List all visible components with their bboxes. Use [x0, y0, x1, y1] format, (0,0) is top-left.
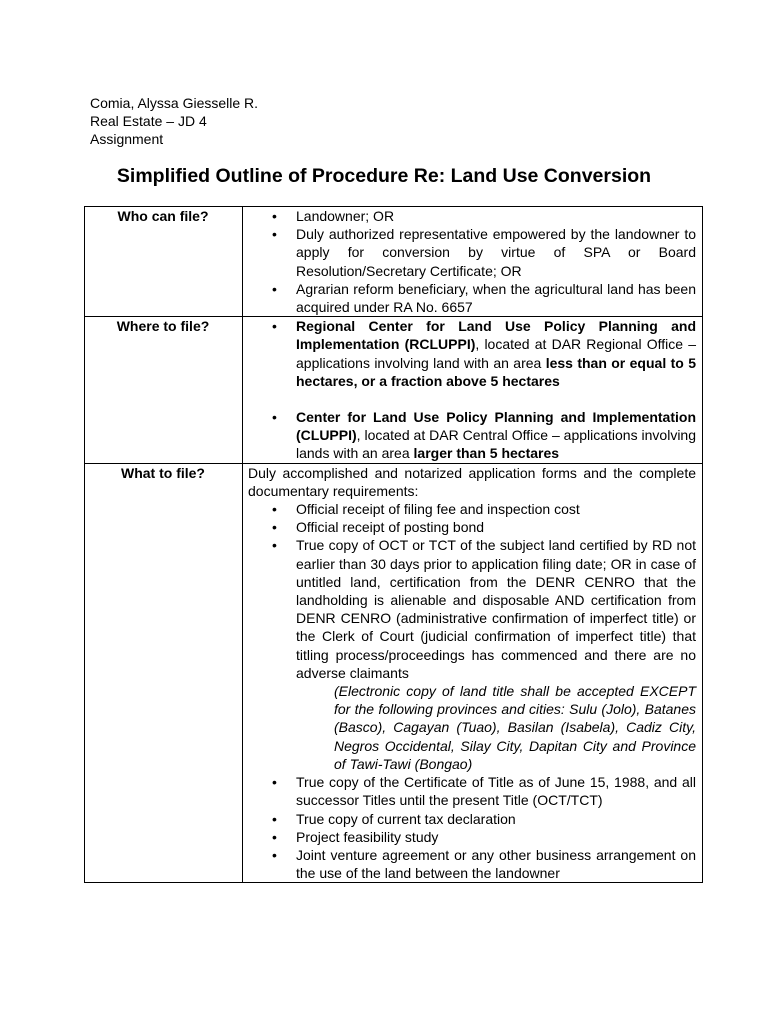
what-intro: Duly accomplished and notarized application forms and the complete documentary requirements:: [248, 464, 696, 499]
table-row-what: [85, 463, 703, 883]
title-requirement-text: True copy of OCT or TCT of the subject land certified by RD not earlier than 30 days prior to application filing date; OR in case of untitled land, certification from the DENR CENRO that the landholding is alienable and disposable AND certification from DENR CENRO (administrative confirmation of imperfect title) or the Clerk of Court (judicial confirmation of imperfect title) that titling process/proceedings has commenced and there are no adverse claimants: [296, 537, 696, 681]
row-label-where: Where to file?: [85, 317, 243, 463]
procedure-outline-table: [84, 206, 703, 883]
list-item: • Project feasibility study: [296, 828, 696, 846]
list-item: [296, 317, 696, 390]
where-list-2: [248, 408, 696, 463]
list-item: • Duly authorized representative empowered by the landowner to apply for conversion by virtue of SPA or Board Resolution/Secretary Certificate; OR: [296, 225, 696, 280]
cluppi-text: , located at DAR Central Office – applications involving lands with an area: [296, 427, 696, 462]
document-header: [90, 94, 258, 148]
row-content-what: [243, 463, 703, 883]
table-row-who: [85, 207, 703, 317]
list-item: • Landowner; OR: [296, 207, 696, 225]
spacer: [248, 390, 696, 408]
list-item: • Agrarian reform beneficiary, when the agricultural land has been acquired under RA No. 6657: [296, 280, 696, 316]
row-content-where: [243, 317, 703, 463]
list-item: [296, 408, 696, 463]
course-name: Real Estate – JD 4: [90, 113, 207, 129]
row-content-who: [243, 207, 703, 317]
author-name: Comia, Alyssa Giesselle R.: [90, 95, 259, 111]
table-row-where: [85, 317, 703, 463]
cluppi-name: Center for Land Use Policy Planning and Implementation (CLUPPI): [296, 409, 696, 444]
list-item: • True copy of the Certificate of Title as of June 15, 1988, and all successor Titles until the present Title (OCT/TCT): [296, 773, 696, 809]
rcluppi-name: Regional Center for Land Use Policy Planning and Implementation (RCLUPPI): [296, 318, 696, 353]
rcluppi-text: , located at DAR Regional Office – applications involving land with an area: [296, 336, 696, 371]
list-item: • True copy of current tax declaration: [296, 810, 696, 828]
what-list: [248, 500, 696, 882]
electronic-title-note: (Electronic copy of land title shall be accepted EXCEPT for the following provinces and cities: Sulu (Jolo), Batanes (Basco), Cagayan (Tuao), Basilan (Isabela), Cadiz City, Negros Occidental, Silay City, Dapitan City and Province of Tawi-Tawi (Bongao): [334, 683, 696, 772]
cluppi-area: larger than 5 hectares: [413, 445, 560, 462]
list-item: • Official receipt of posting bond: [296, 518, 696, 536]
list-item: [296, 536, 696, 773]
document-type: Assignment: [90, 131, 164, 147]
document-title: Simplified Outline of Procedure Re: Land Use Conversion: [116, 165, 652, 187]
list-item: • Official receipt of filing fee and inspection cost: [296, 500, 696, 518]
row-label-what: What to file?: [85, 463, 243, 883]
where-list: [248, 317, 696, 390]
list-item: • Joint venture agreement or any other business arrangement on the use of the land between the landowner: [296, 846, 696, 882]
row-label-who: Who can file?: [85, 207, 243, 317]
who-list: [248, 207, 696, 316]
rcluppi-area: less than or equal to 5 hectares, or a fraction above 5 hectares: [296, 354, 696, 389]
